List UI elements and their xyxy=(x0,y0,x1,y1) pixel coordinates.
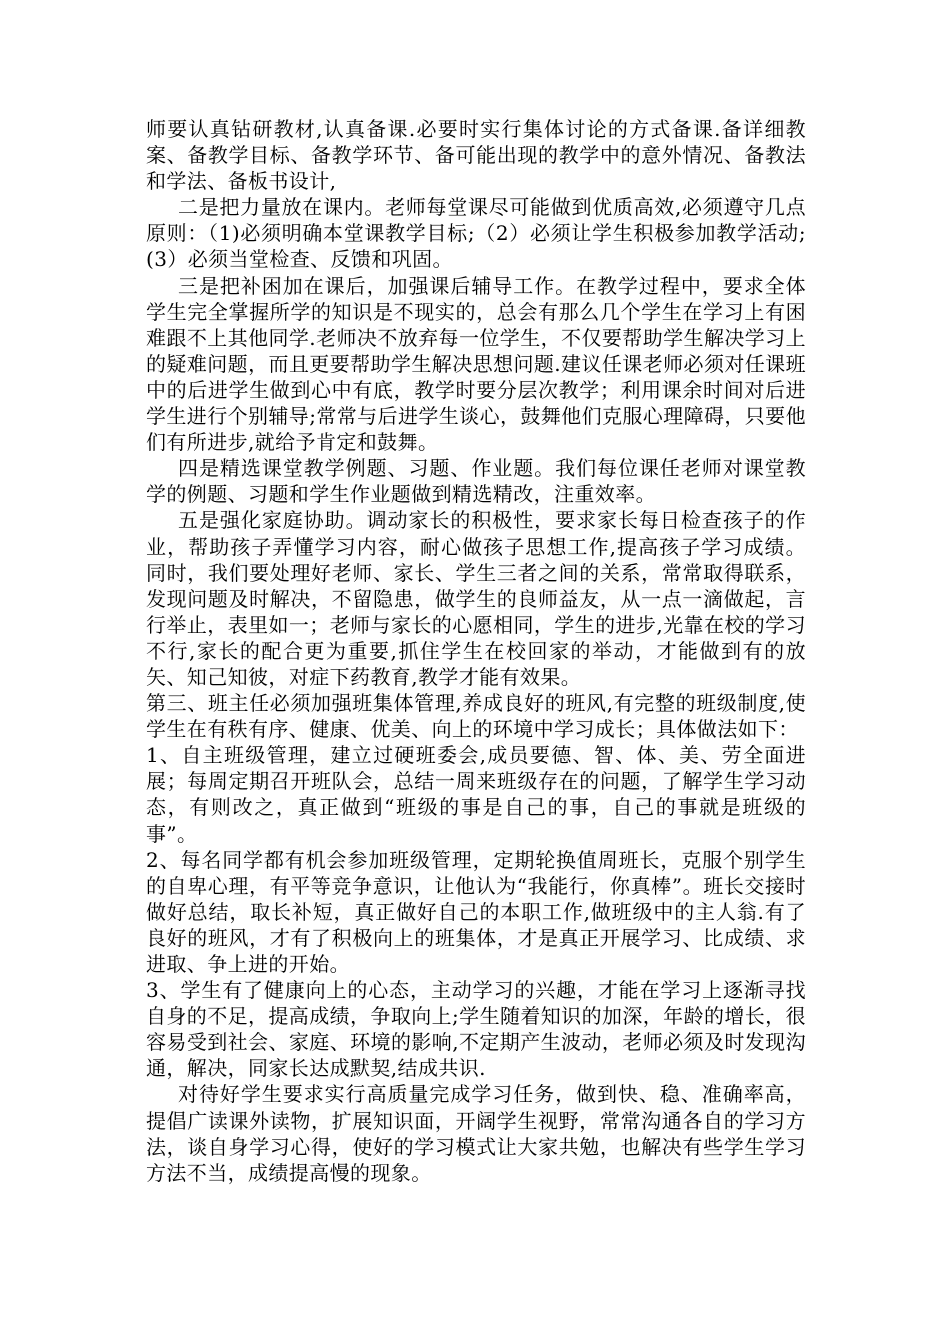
paragraph-4: 四是精选课堂教学例题、习题、作业题。我们每位课任老师对课堂教学的例题、习题和学生作业题做到精选精改，注重效率。 xyxy=(146,456,806,507)
document-body xyxy=(146,116,806,1186)
paragraph-2: 二是把力量放在课内。老师每堂课尽可能做到优质高效,必须遵守几点原则：（1)必须明确本堂课教学目标;（2）必须让学生积极参加教学活动;(3）必须当堂检查、反馈和巩固。 xyxy=(146,195,806,272)
list-item-2: 2、每名同学都有机会参加班级管理，定期轮换值周班长，克服个别学生的自卑心理，有平等竞争意识，让他认为“我能行，你真棒”。班长交接时做好总结，取长补短，真正做好自己的本职工作,做班级中的主人翁.有了良好的班风，才有了积极向上的班集体，才是真正开展学习、比成绩、求进取、争上进的开始。 xyxy=(146,847,806,976)
paragraph-3: 三是把补困加在课后，加强课后辅导工作。在教学过程中，要求全体学生完全掌握所学的知识是不现实的，总会有那么几个学生在学习上有困难跟不上其他同学.老师决不放弃每一位学生，不仅要帮助学生解决学习上的疑难问题，而且更要帮助学生解决思想问题.建议任课老师必须对任课班中的后进学生做到心中有底，教学时要分层次教学；利用课余时间对后进学生进行个别辅导;常常与后进学生谈心，鼓舞他们克服心理障碍，只要他们有所进步,就给予肯定和鼓舞。 xyxy=(146,273,806,455)
list-item-1: 1、自主班级管理，建立过硬班委会,成员要德、智、体、美、劳全面进展；每周定期召开班队会，总结一周来班级存在的问题，了解学生学习动态，有则改之，真正做到“班级的事是自己的事，自己的事就是班级的事”。 xyxy=(146,743,806,846)
list-item-3: 3、学生有了健康向上的心态，主动学习的兴趣，才能在学习上逐渐寻找自身的不足，提高成绩，争取向上;学生随着知识的加深，年龄的增长，很容易受到社会、家庭、环境的影响,不定期产生波动，老师必须及时发现沟通，解决，同家长达成默契,结成共识. xyxy=(146,978,806,1081)
paragraph-5: 五是强化家庭协助。调动家长的积极性，要求家长每日检查孩子的作业，帮助孩子弄懂学习内容，耐心做孩子思想工作,提高孩子学习成绩。 同时，我们要处理好老师、家长、学生三者之间的关系，常常取得联系，发现问题及时解决，不留隐患，做学生的良师益友，从一点一滴做起，言行举止，表里如一；老师与家长的心愿相同，学生的进步,光靠在校的学习不行,家长的配合更为重要,抓住学生在校回家的举动，才能做到有的放矢、知己知彼，对症下药教育,教学才能有效果。 xyxy=(146,508,806,689)
section-heading-third: 第三、班主任必须加强班集体管理,养成良好的班风,有完整的班级制度,使学生在有秩有序、健康、优美、向上的环境中学习成长；具体做法如下： xyxy=(146,691,806,742)
paragraph-1: 师要认真钻研教材,认真备课.必要时实行集体讨论的方式备课.备详细教案、备教学目标、备教学环节、备可能出现的教学中的意外情况、备教法和学法、备板书设计, xyxy=(146,117,806,194)
paragraph-final: 对待好学生要求实行高质量完成学习任务，做到快、稳、准确率高，提倡广读课外读物，扩展知识面，开阔学生视野，常常沟通各自的学习方法，谈自身学习心得，使好的学习模式让大家共勉，也解决有些学生学习方法不当，成绩提高慢的现象。 xyxy=(146,1082,806,1185)
